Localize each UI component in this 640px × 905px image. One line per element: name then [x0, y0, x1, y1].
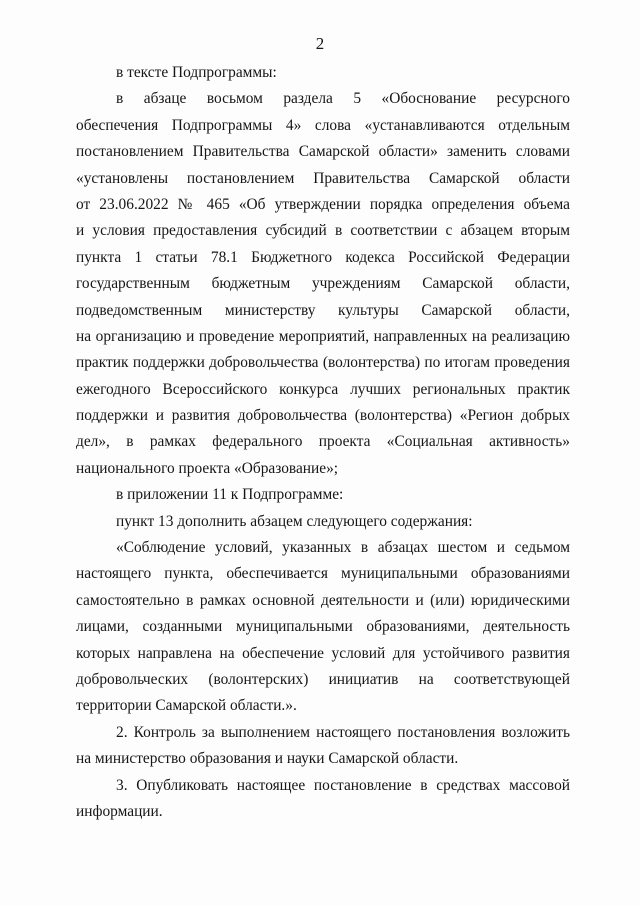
text-line: 2. Контроль за выполнением настоящего постановления возложить [116, 723, 570, 741]
paragraph [76, 773, 570, 826]
text-line: «Соблюдение условий, указанных в абзацах шестом и седьмом [116, 539, 570, 557]
text-line: дел», в рамках федерального проекта «Социальная активность» [76, 433, 570, 451]
text-line: государственным бюджетным учреждениям Самарской области, [76, 275, 570, 293]
text-line: на организацию и проведение мероприятий, направленных на реализацию [76, 327, 570, 345]
text-line: в абзаце восьмом раздела 5 «Обоснование ресурсного [116, 90, 570, 108]
text-line: самостоятельно в рамках основной деятельности и (или) юридическими [76, 591, 570, 609]
paragraph [76, 60, 570, 86]
text-line: в приложении 11 к Подпрограмме: [116, 486, 344, 504]
text-line: и условия предоставления субсидий в соответствии с абзацем вторым [76, 222, 570, 240]
text-line: поддержки и развития добровольчества (волонтерства) «Регион добрых [76, 407, 570, 425]
document-body [76, 60, 570, 825]
text-line: подведомственным министерству культуры Самарской области, [76, 301, 570, 319]
paragraph [76, 482, 570, 508]
text-line: территории Самарской области.». [76, 697, 297, 715]
paragraph [76, 535, 570, 720]
text-line: практик поддержки добровольчества (волонтерства) по итогам проведения [76, 354, 570, 372]
text-line: которых направлена на обеспечение условий для устойчивого развития [76, 644, 570, 662]
text-line: ежегодного Всероссийского конкурса лучших региональных практик [76, 380, 570, 398]
text-line: национального проекта «Образование»; [76, 459, 339, 477]
text-line: обеспечения Подпрограммы 4» слова «устанавливаются отдельным [76, 116, 570, 134]
text-line: лицами, созданными муниципальными образованиями, деятельность [76, 618, 570, 636]
text-line: от 23.06.2022 № 465 «Об утверждении порядка определения объема [76, 195, 570, 213]
paragraph [76, 86, 570, 482]
text-line: информации. [76, 802, 163, 820]
text-line: пункта 1 статьи 78.1 Бюджетного кодекса Российской Федерации [76, 248, 570, 266]
text-line: пункт 13 дополнить абзацем следующего содержания: [116, 512, 473, 530]
page-number: 2 [315, 34, 325, 53]
text-line: в тексте Подпрограммы: [116, 64, 277, 81]
text-line: 3. Опубликовать настоящее постановление в средствах массовой [116, 776, 570, 794]
paragraph [76, 720, 570, 773]
text-line: настоящего пункта, обеспечивается муниципальными образованиями [76, 565, 570, 583]
text-line: добровольческих (волонтерских) инициатив на соответствующей [76, 670, 570, 688]
paragraph [76, 509, 570, 535]
text-line: постановлением Правительства Самарской области» заменить словами [76, 143, 570, 161]
text-line: «установлены постановлением Правительства Самарской области [76, 169, 570, 187]
text-line: на министерство образования и науки Самарской области. [76, 750, 459, 768]
